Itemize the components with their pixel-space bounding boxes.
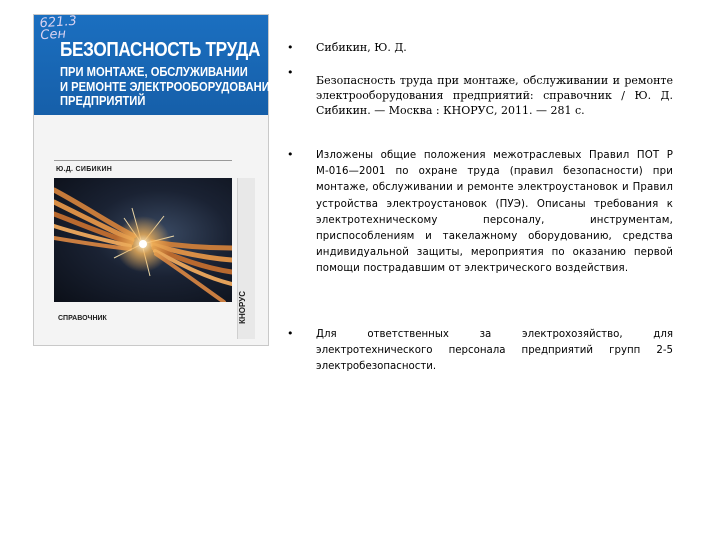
bullet: • xyxy=(287,327,294,340)
list-item-audience xyxy=(287,326,673,375)
cover-subtitle-line: ПРИ МОНТАЖЕ, ОБСЛУЖИВАНИИ xyxy=(60,64,248,79)
stamp-code: 621.3 xyxy=(39,13,78,32)
cover-wires-illustration xyxy=(54,178,232,302)
stamp-author-code: Сен xyxy=(39,26,67,44)
cover-subtitle-line: И РЕМОНТЕ ЭЛЕКТРООБОРУДОВАНИЯ xyxy=(60,78,278,94)
cover-author: Ю.Д. СИБИКИН xyxy=(56,166,113,173)
bullet: • xyxy=(287,148,294,161)
cover-subtitle xyxy=(60,64,278,109)
bullet: • xyxy=(287,41,294,54)
list-item-description xyxy=(287,147,673,326)
list-item-author xyxy=(287,40,673,65)
cover-title: БЕЗОПАСНОСТЬ ТРУДА xyxy=(60,39,261,61)
author-text: Сибикин, Ю. Д. xyxy=(316,41,407,54)
book-info-list xyxy=(287,40,673,375)
wires-graphic xyxy=(54,178,232,302)
bullet: • xyxy=(287,66,294,79)
bibliography-text: Безопасность труда при монтаже, обслуживании и ремонте электрооборудования предприятий: справочник / Ю. Д. Сибикин. — Москва : КНОРУС, 2011. — 281 с. xyxy=(316,74,673,118)
cover-series-label: СПРАВОЧНИК xyxy=(58,315,107,322)
cover-subtitle-line: ПРЕДПРИЯТИЙ xyxy=(60,93,146,108)
description-text: Изложены общие положения межотраслевых Правил ПОТ Р М-016—2001 по охране труда (правил безопасности) при монтаже, обслуживании и ремонте электроустановок и Правил устройства электроустановок (ПУЭ). Описаны требования к электротехническому персоналу, инструментам, приспособлениям и такелажному оборудованию, средства индивидуальной защиты, мероприятия по оказанию первой помощи пострадавшим от электрического воздействия. xyxy=(316,150,673,275)
list-item-bibliography xyxy=(287,65,673,147)
cover-publisher: КНОРУС xyxy=(238,291,247,324)
book-cover-image xyxy=(33,13,278,346)
audience-text: Для ответственных за электрохозяйство, для электротехнического персонала предприятий групп 2-5 электробезопасности. xyxy=(316,329,673,373)
cover-divider xyxy=(54,160,232,161)
